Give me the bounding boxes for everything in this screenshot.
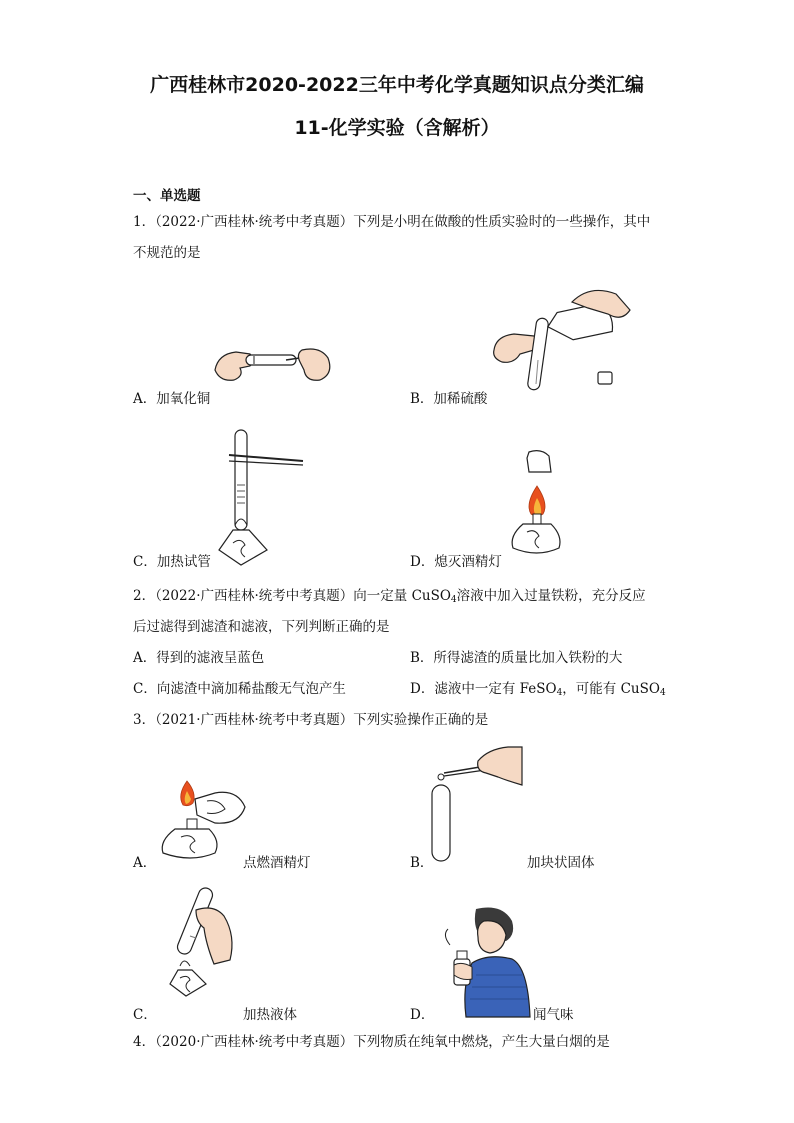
q3-option-a-label: A．: [133, 855, 157, 871]
doc-title-line2: 11-化学实验（含解析）: [294, 117, 500, 139]
q1-stem-line1: 1．（2022·广西桂林·统考中考真题）下列是小明在做酸的性质实验时的一些操作，其中: [133, 214, 651, 230]
q2-option-d: D．滤液中一定有 FeSO$_4$，可能有 CuSO$_4$: [410, 681, 666, 698]
q3-option-d-image: [432, 905, 532, 1020]
q3-option-d-text: 闻气味: [533, 1007, 574, 1023]
q2-option-c: C．向滤渣中滴加稀盐酸无气泡产生: [133, 681, 346, 697]
q2-option-a: A．得到的滤液呈蓝色: [133, 650, 265, 666]
q2-option-b: B．所得滤渣的质量比加入铁粉的大: [410, 650, 623, 666]
q1-option-c-image: [215, 425, 315, 570]
q1-stem-line2: 不规范的是: [133, 245, 201, 261]
q3-option-d-label: D．: [410, 1007, 435, 1023]
section-heading: 一、单选题: [133, 188, 201, 204]
q3-option-c-label: C．: [133, 1007, 157, 1023]
q3-option-b-image: [428, 745, 523, 865]
q1-option-b-image: [490, 280, 640, 395]
q3-option-a-image: [155, 775, 250, 865]
q1-option-d-image: [505, 448, 570, 563]
q1-option-d: D．熄灭酒精灯: [410, 554, 502, 570]
q3-stem: 3．（2021·广西桂林·统考中考真题）下列实验操作正确的是: [133, 712, 489, 728]
q3-option-b-label: B．: [410, 855, 434, 871]
q3-option-c-image: [168, 880, 240, 1000]
q1-option-c: C．加热试管: [133, 554, 211, 570]
q1-option-a-image: [210, 340, 335, 388]
q2-stem-line1: 2．（2022·广西桂林·统考中考真题）向一定量 CuSO$_4$溶液中加入过量铁粉，充分反应: [133, 588, 646, 605]
q2-stem-line2: 后过滤得到滤渣和滤液，下列判断正确的是: [133, 619, 390, 635]
q4-stem: 4．（2020·广西桂林·统考中考真题）下列物质在纯氧中燃烧，产生大量白烟的是: [133, 1034, 610, 1050]
q3-option-b-text: 加块状固体: [527, 855, 595, 871]
doc-title-line1: 广西桂林市2020-2022三年中考化学真题知识点分类汇编: [150, 74, 644, 96]
q3-option-a-text: 点燃酒精灯: [243, 855, 311, 871]
q1-option-b: B．加稀硫酸: [410, 391, 488, 407]
q1-option-a: A．加氧化铜: [133, 391, 211, 407]
q3-option-c-text: 加热液体: [243, 1007, 297, 1023]
